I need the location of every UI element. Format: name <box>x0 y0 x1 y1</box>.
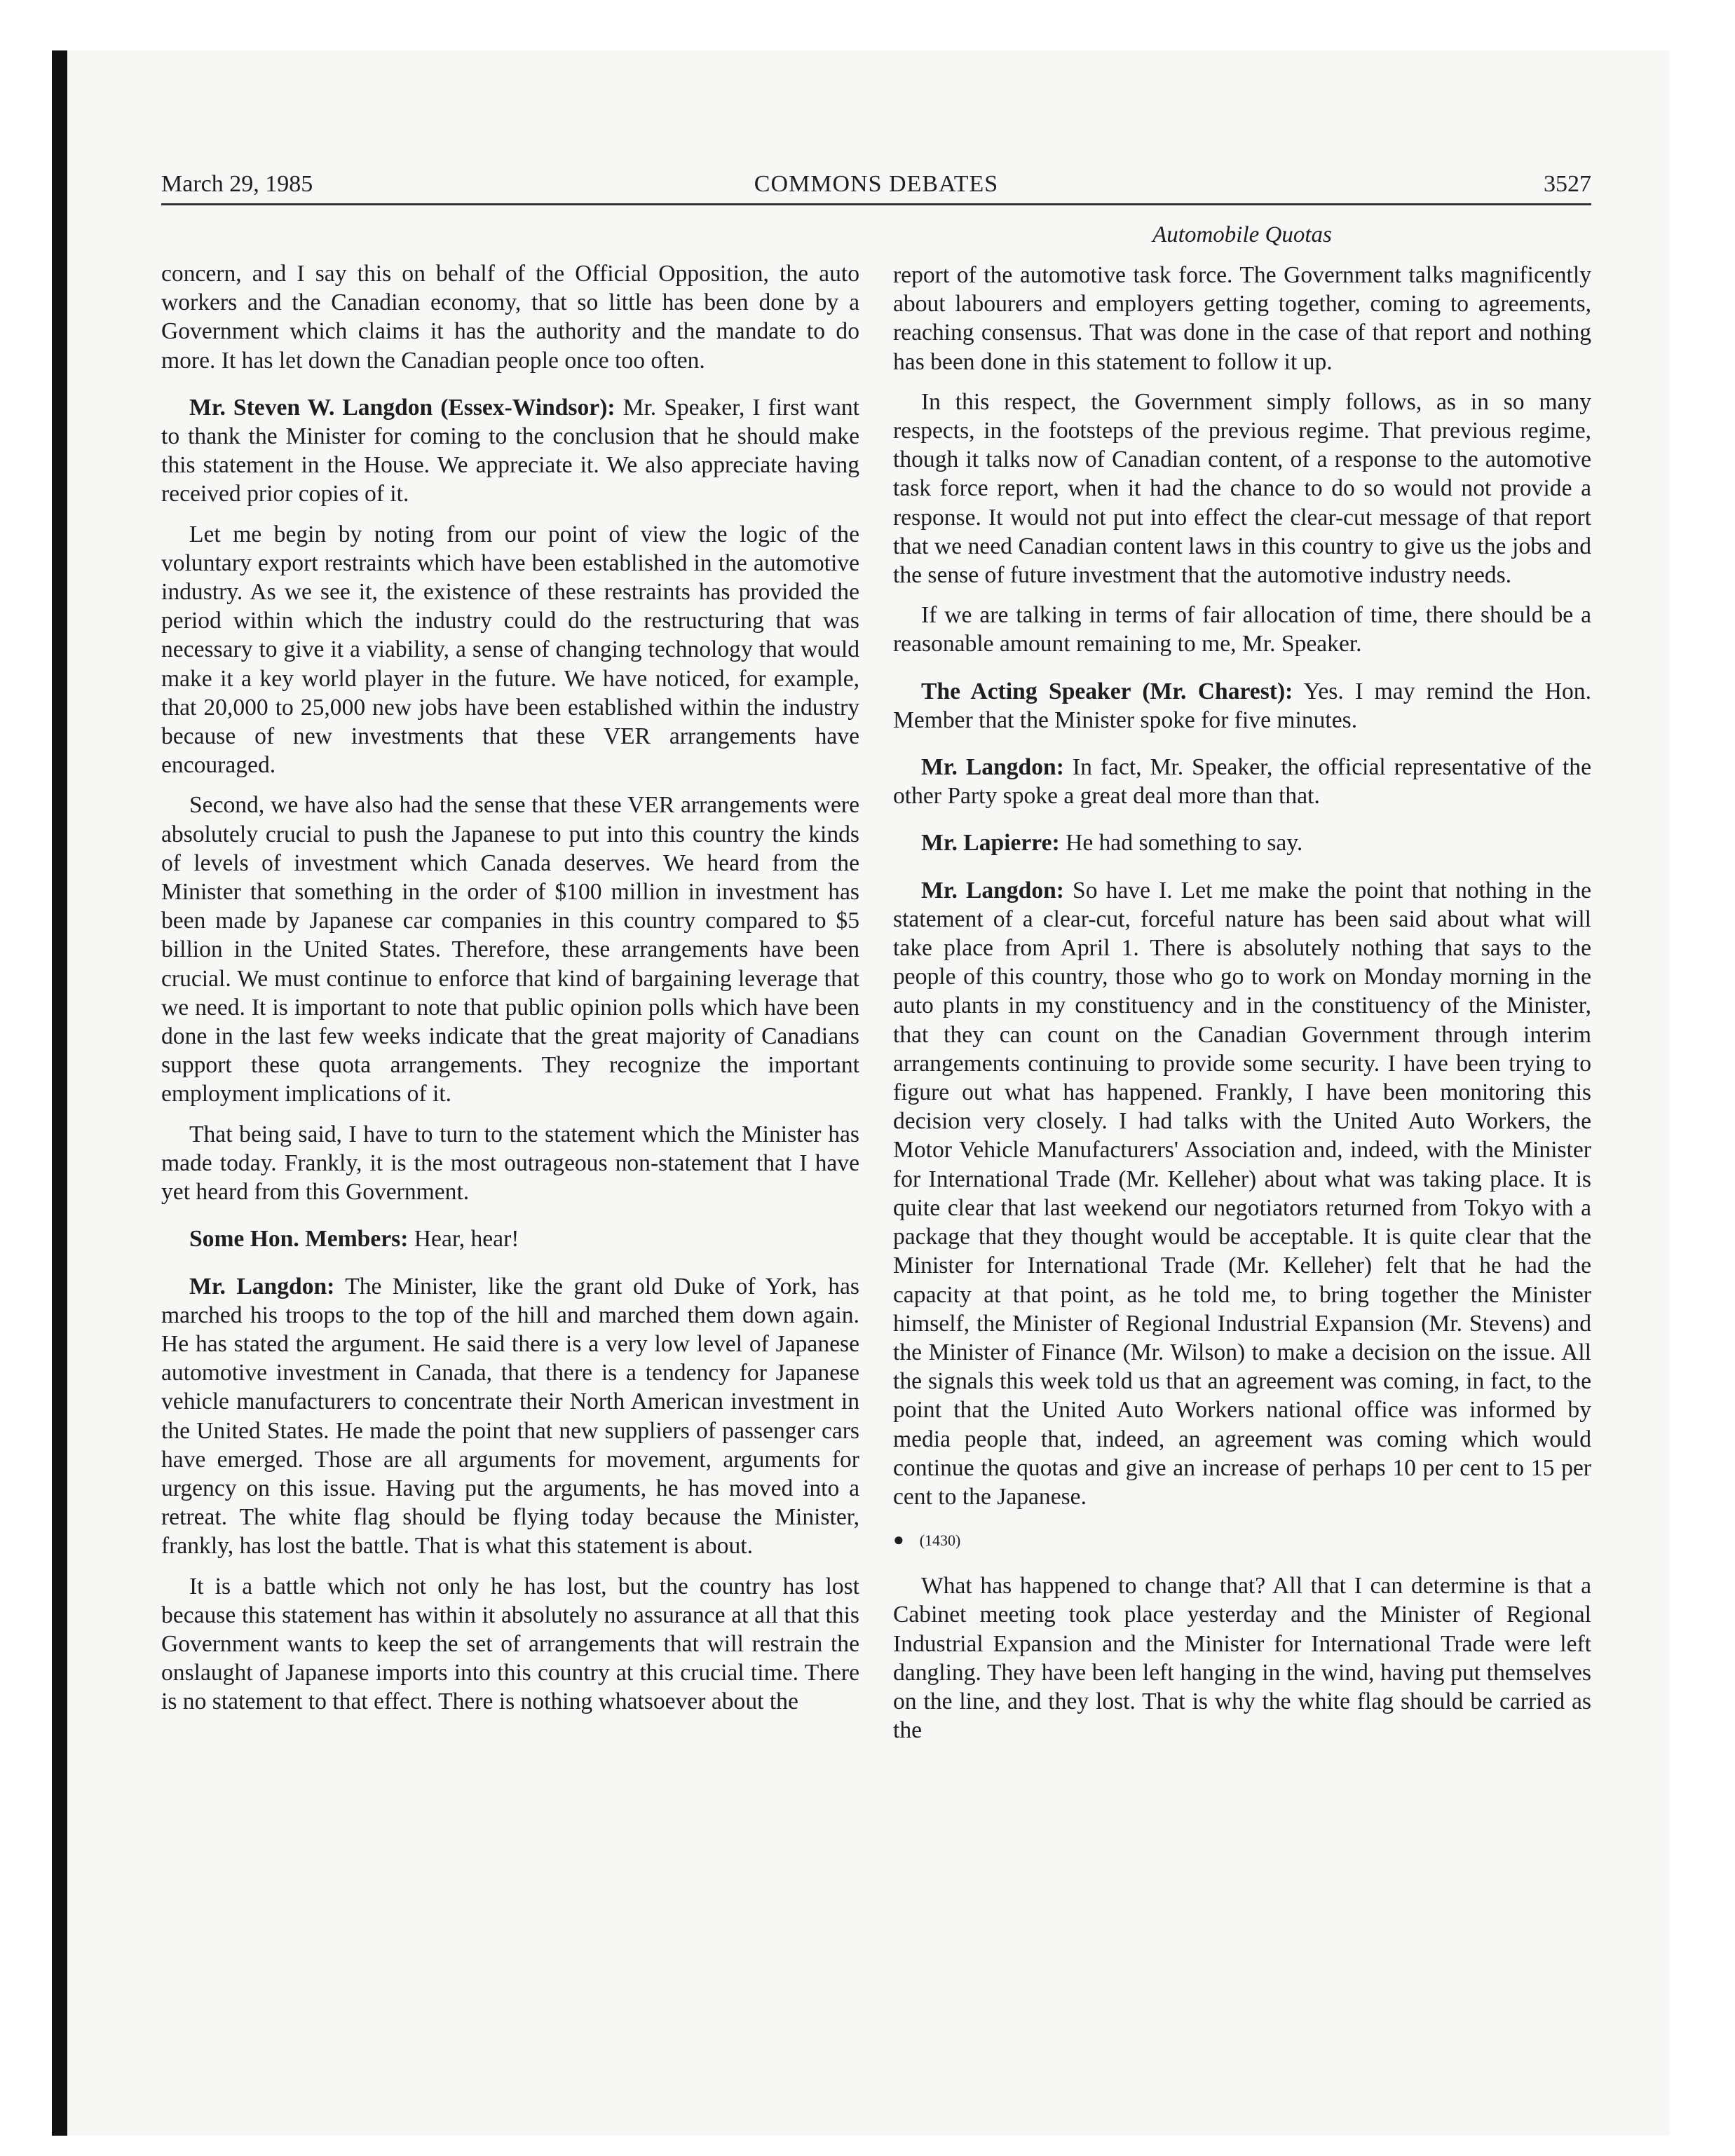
speech-text: So have I. Let me make the point that nothing in the statement of a clear-cut, forceful nature has been said about what will take place from April 1. There is absolutely nothing that says to the people of this country, those who go to work on Monday morning in the auto plants in my constituency and in the constituency of the Minister, that they can count on the Canadian Government through interim arrangements continuing to provide some security. I have been trying to figure out what has happened. Frankly, I have been monitoring this decision very closely. I had talks with the United Auto Workers, the Motor Vehicle Manufacturers' Association and, indeed, with the Minister for International Trade (Mr. Kelleher) about what was taking place. It is quite clear that last weekend our negotiators returned from Tokyo with a package that they thought would be acceptable. It is quite clear that the Minister for International Trade (Mr. Kelleher) felt that he had the capacity at that point, as he told me, to bring together the Minister himself, the Minister of Regional Industrial Expansion (Mr. Stevens) and the Minister of Finance (Mr. Wilson) to make a decision on the issue. All the signals this week told us that an agreement was coming, in fact, to the point that the United Auto Workers national office was informed by media people that, indeed, an agreement was coming which would continue the quotas and give an increase of perhaps 10 per cent to 15 per cent to the Japanese. <box>893 877 1591 1510</box>
time-marker-text: (1430) <box>919 1531 961 1550</box>
speaker-name: Mr. Langdon: <box>921 877 1064 903</box>
speaker-name: The Acting Speaker (Mr. Charest): <box>921 678 1293 704</box>
right-column <box>893 261 1591 1756</box>
speech-text: Mr. Speaker, I first want to thank the Minister for coming to the conclusion that he should make this statement in the House. We appreciate it. We also appreciate having received prior copies of it. <box>161 394 859 507</box>
speech-paragraph <box>893 753 1591 810</box>
speech-paragraph <box>161 393 859 509</box>
page-header <box>161 166 1591 203</box>
speech-paragraph <box>161 1272 859 1561</box>
paragraph: It is a battle which not only he has lost, but the country has lost because this statement has within it absolutely no assurance at all that this Government wants to keep the set of arrangements that will restrain the onslaught of Japanese imports into this country at this crucial time. There is no statement to that effect. There is nothing whatsoever about the <box>161 1573 859 1715</box>
speech-paragraph <box>893 876 1591 1511</box>
speech-paragraph <box>893 828 1591 857</box>
speech-text: Yes. I may remind the Hon. Member that the Minister spoke for five minutes. <box>893 678 1591 733</box>
paragraph: report of the automotive task force. The Government talks magnificently about labourers and employers getting together, coming to agreements, reaching consensus. That was done in the case of that report and nothing has been done in this statement to follow it up. <box>893 262 1591 375</box>
speech-text: He had something to say. <box>1059 830 1303 857</box>
header-title: COMMONS DEBATES <box>754 171 999 197</box>
speech-text: In fact, Mr. Speaker, the official representative of the other Party spoke a great deal more than that. <box>893 754 1591 810</box>
paragraph: What has happened to change that? All that I can determine is that a Cabinet meeting took place yesterday and the Minister of Regional Industrial Expansion and the Minister for International Trade were left dangling. They have been left hanging in the wind, having put themselves on the line, and they lost. That is why the white flag should be carried as the <box>893 1573 1591 1744</box>
paragraph: Second, we have also had the sense that these VER arrangements were absolutely crucial to push the Japanese to put into this country the kinds of levels of investment which Canada deserves. We heard from the Minister that something in the order of $100 million in investment has been made by Japanese car companies in this country compared to $5 billion in the United States. Therefore, these arrangements have been crucial. We must continue to enforce that kind of bargaining leverage that we need. It is important to note that public opinion polls which have been done in the last few weeks indicate that the great majority of Canadians support these quota arrangements. They recognize the important employment implications of it. <box>161 792 859 1107</box>
speaker-name: Mr. Langdon: <box>189 1273 335 1299</box>
paragraph: In this respect, the Government simply follows, as in so many respects, in the footsteps of the previous regime. That previous regime, though it talks now of Canadian content, of a response to the automotive task force report, when it had the chance to do so would not provide a response. It would not put into effect the clear-cut message of that report that we need Canadian content laws in this country to give us the jobs and the sense of future investment that the automotive industry needs. <box>893 388 1591 589</box>
scan-border <box>52 50 67 2136</box>
speaker-name: Mr. Lapierre: <box>921 830 1060 857</box>
speech-text: The Minister, like the grant old Duke of York, has marched his troops to the top of the hill and marched them down again. He has stated the argument. He said there is a very low level of Japanese automotive investment in Canada, that there is a tendency for Japanese vehicle manufacturers to concentrate their North American investment in the United States. He made the point that new suppliers of passenger cars have emerged. Those are all arguments for movement, arguments for urgency on this issue. Having put the arguments, he has moved into a retreat. The white flag should be flying today because the Minister, frankly, has lost the battle. That is what this statement is about. <box>161 1273 860 1560</box>
left-column <box>161 259 859 1728</box>
speaker-name: Some Hon. Members: <box>189 1226 409 1253</box>
paragraph: Let me begin by noting from our point of view the logic of the voluntary export restraints which have been established in the automotive industry. As we see it, the existence of these restraints has provided the period within which the industry could do the restructuring that was necessary to give it a viability, a sense of changing technology that would make it a key world player in the future. We have noticed, for example, that 20,000 to 25,000 new jobs have been established within the industry because of new investments that these VER arrangements have encouraged. <box>161 521 859 779</box>
speech-text: Hear, hear! <box>408 1226 519 1253</box>
time-marker <box>893 1525 1591 1555</box>
speaker-name: Mr. Steven W. Langdon (Essex-Windsor): <box>189 394 615 421</box>
speaker-name: Mr. Langdon: <box>921 754 1064 781</box>
speech-paragraph <box>161 1224 859 1253</box>
paragraph: concern, and I say this on behalf of the Official Opposition, the auto workers and the Canadian economy, that so little has been done by a Government which claims it has the authority and the mandate to do more. It has let down the Canadian people once too often. <box>161 261 859 374</box>
header-date: March 29, 1985 <box>161 171 313 197</box>
bullet-icon: ● <box>893 1529 904 1550</box>
speech-paragraph <box>893 677 1591 735</box>
running-head: Automobile Quotas <box>1152 222 1332 247</box>
header-rule <box>161 203 1591 205</box>
page-number: 3527 <box>1544 171 1591 197</box>
paragraph: If we are talking in terms of fair allocation of time, there should be a reasonable amount remaining to me, Mr. Speaker. <box>893 602 1591 657</box>
paragraph: That being said, I have to turn to the statement which the Minister has made today. Frankly, it is the most outrageous non-statement that I have yet heard from this Government. <box>161 1121 859 1206</box>
